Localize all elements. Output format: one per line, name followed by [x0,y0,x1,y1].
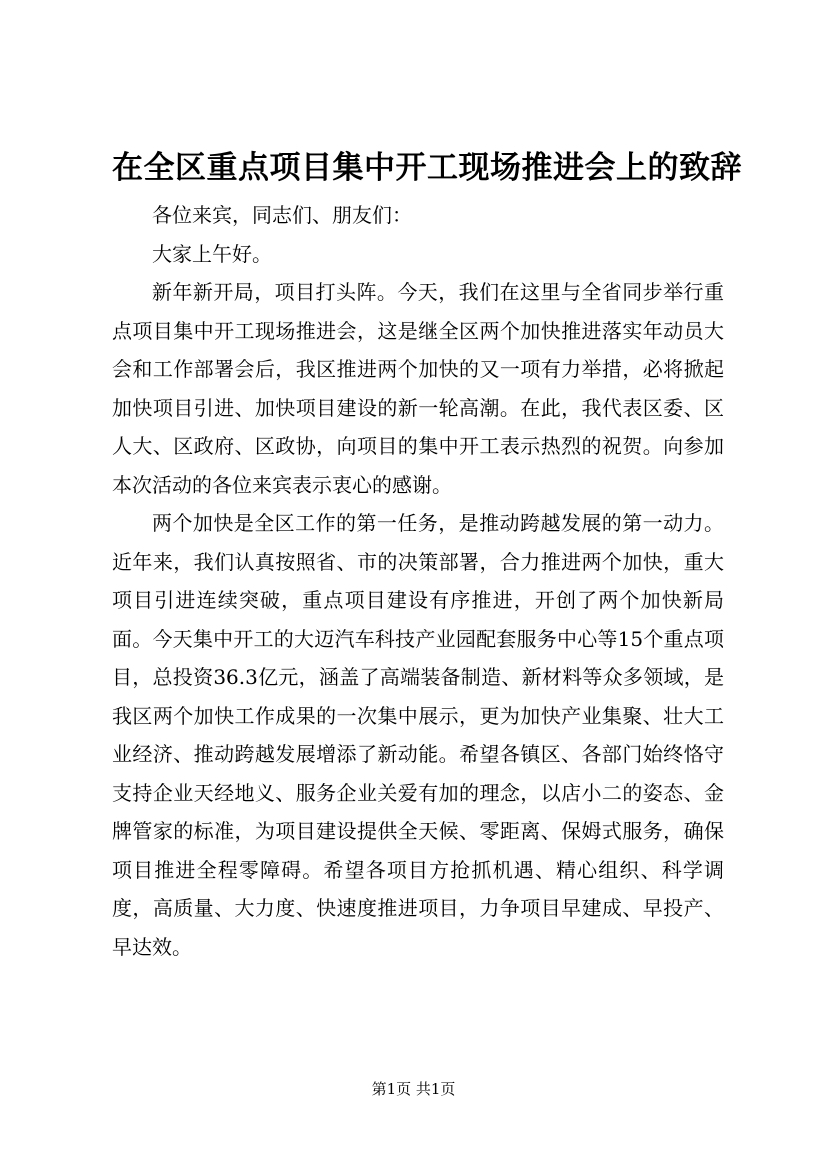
body-paragraph-2: 两个加快是全区工作的第一任务，是推动跨越发展的第一动力。近年来，我们认真按照省、市的决策部署，合力推进两个加快，重大项目引进连续突破，重点项目建设有序推进，开创了两个加快新局面。今天集中开工的大迈汽车科技产业园配套服务中心等15个重点项目，总投资36.3亿元，涵盖了高端装备制造、新材料等众多领域，是我区两个加快工作成果的一次集中展示，更为加快产业集聚、壮大工业经济、推动跨越发展增添了新动能。希望各镇区、各部门始终恪守支持企业天经地义、服务企业关爱有加的理念，以店小二的姿态、金牌管家的标准，为项目建设提供全天候、零距离、保姆式服务，确保项目推进全程零障碍。希望各项目方抢抓机遇、精心组织、科学调度，高质量、大力度、快速度推进项目，力争项目早建成、早投产、早达效。 [112,511,724,959]
document-body [112,196,724,966]
greeting-paragraph: 大家上午好。 [152,241,272,266]
document-title: 在全区重点项目集中开工现场推进会上的致辞 [112,150,742,186]
salutation-paragraph: 各位来宾，同志们、朋友们： [152,203,412,227]
body-paragraph-1: 新年新开局，项目打头阵。今天，我们在这里与全省同步举行重点项目集中开工现场推进会，这是继全区两个加快推进落实年动员大会和工作部署会后，我区推进两个加快的又一项有力举措，必将掀起加快项目引进、加快项目建设的新一轮高潮。在此，我代表区委、区人大、区政府、区政协，向项目的集中开工表示热烈的祝贺。向参加本次活动的各位来宾表示衷心的感谢。 [112,280,724,497]
page-footer: 第1页 共1页 [371,1080,456,1098]
